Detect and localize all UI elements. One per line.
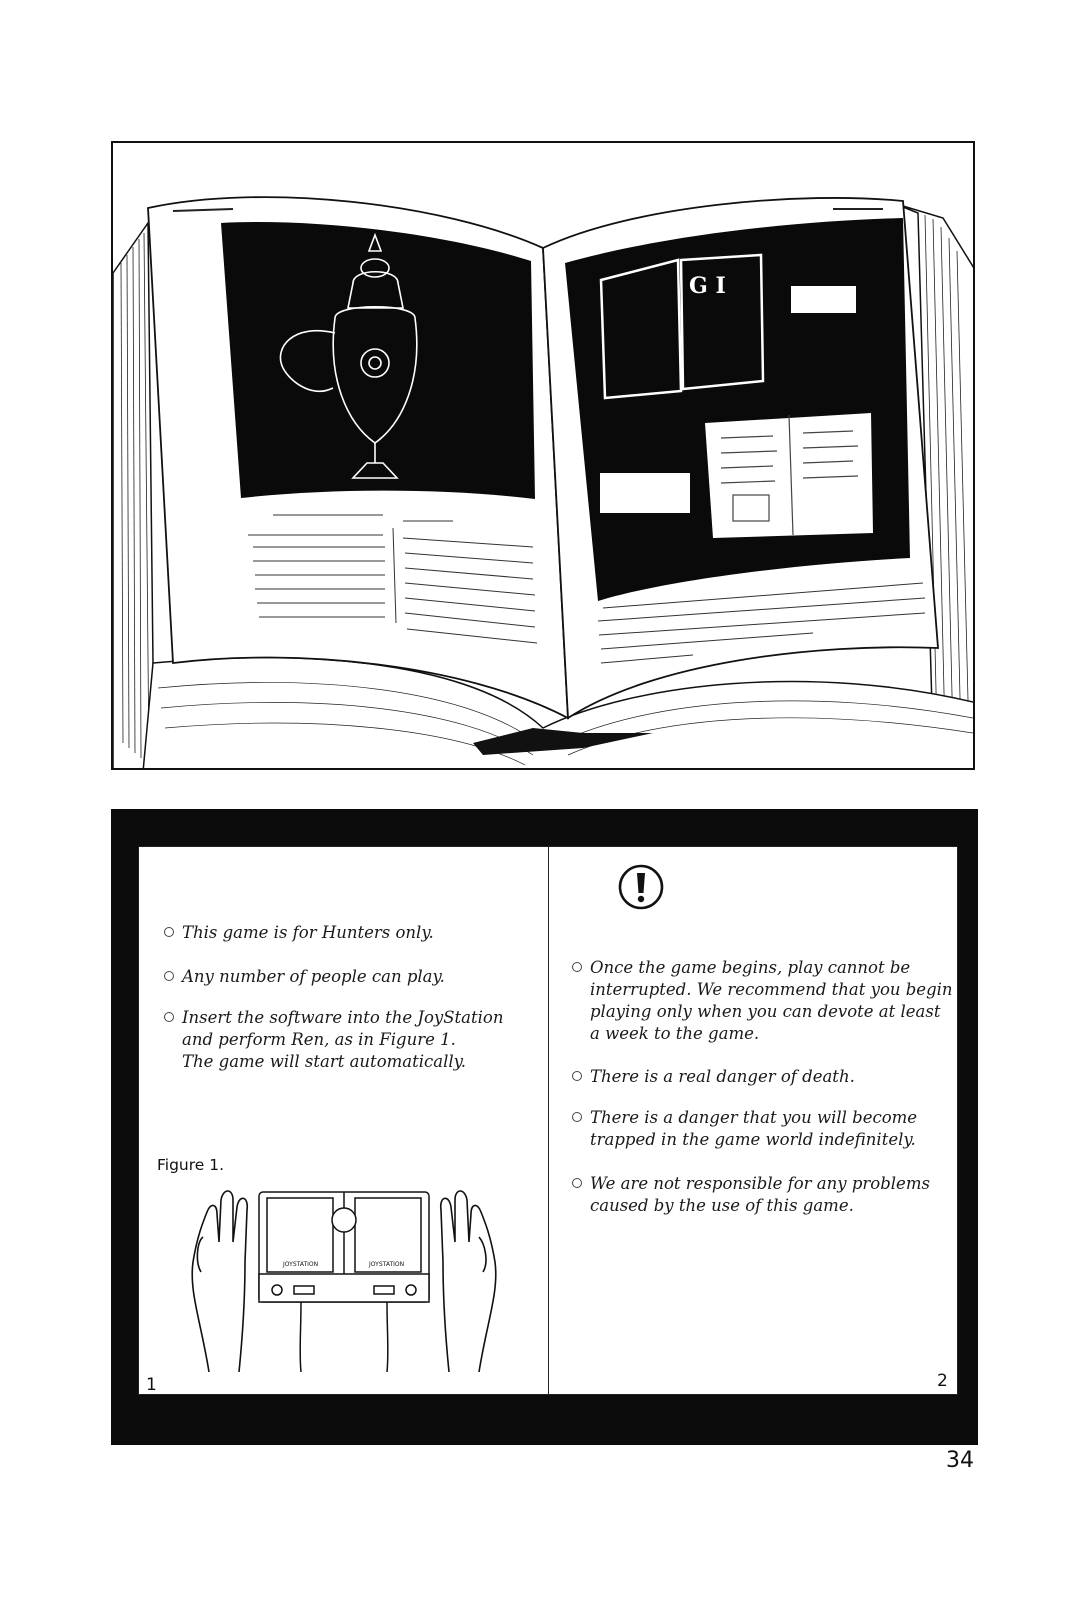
bullet-circle-icon	[572, 962, 582, 972]
gi-emblem: G I	[689, 273, 726, 299]
manual-page-left	[139, 847, 548, 1394]
joystation-console-icon	[259, 1192, 429, 1372]
right-bullet-item: There is a danger that you will become trapped in the game world indefinitely.	[590, 1107, 917, 1151]
right-bullet-item: We are not responsible for any problems caused by the use of this game.	[590, 1173, 930, 1217]
left-bullet-item: This game is for Hunters only.	[182, 922, 434, 944]
exclamation-circle-icon	[617, 863, 665, 911]
bullet-circle-icon	[164, 971, 174, 981]
right-bullet-item: There is a real danger of death.	[590, 1066, 855, 1088]
console-label-left: JOYSTATION	[283, 1261, 319, 1268]
right-hand-icon	[441, 1191, 496, 1372]
bullet-circle-icon	[164, 927, 174, 937]
book-illustration-panel	[111, 141, 975, 770]
figure-label: Figure 1.	[157, 1156, 225, 1174]
manual-panel	[111, 809, 978, 1445]
manual-page-number-left: 1	[146, 1375, 157, 1395]
left-bullet-item: Any number of people can play.	[182, 966, 445, 988]
manual-page-right	[549, 847, 959, 1394]
right-bullet-item: Once the game begins, play cannot be interrupted. We recommend that you begin playing only when you can devote at least a week to the game.	[590, 957, 953, 1045]
left-bullet-item: Insert the software into the JoyStation and perform Ren, as in Figure 1. The game will start automatically.	[182, 1007, 504, 1073]
bullet-circle-icon	[164, 1012, 174, 1022]
manual-page-number-right: 2	[937, 1371, 948, 1391]
manual-spread	[138, 846, 958, 1395]
open-book-illustration	[113, 143, 975, 770]
comic-page-number: 34	[946, 1448, 974, 1473]
console-label-right: JOYSTATION	[369, 1261, 405, 1268]
bullet-circle-icon	[572, 1178, 582, 1188]
bullet-circle-icon	[572, 1112, 582, 1122]
figure-1-console-diagram	[189, 1182, 499, 1372]
bullet-circle-icon	[572, 1071, 582, 1081]
left-hand-icon	[192, 1191, 247, 1372]
